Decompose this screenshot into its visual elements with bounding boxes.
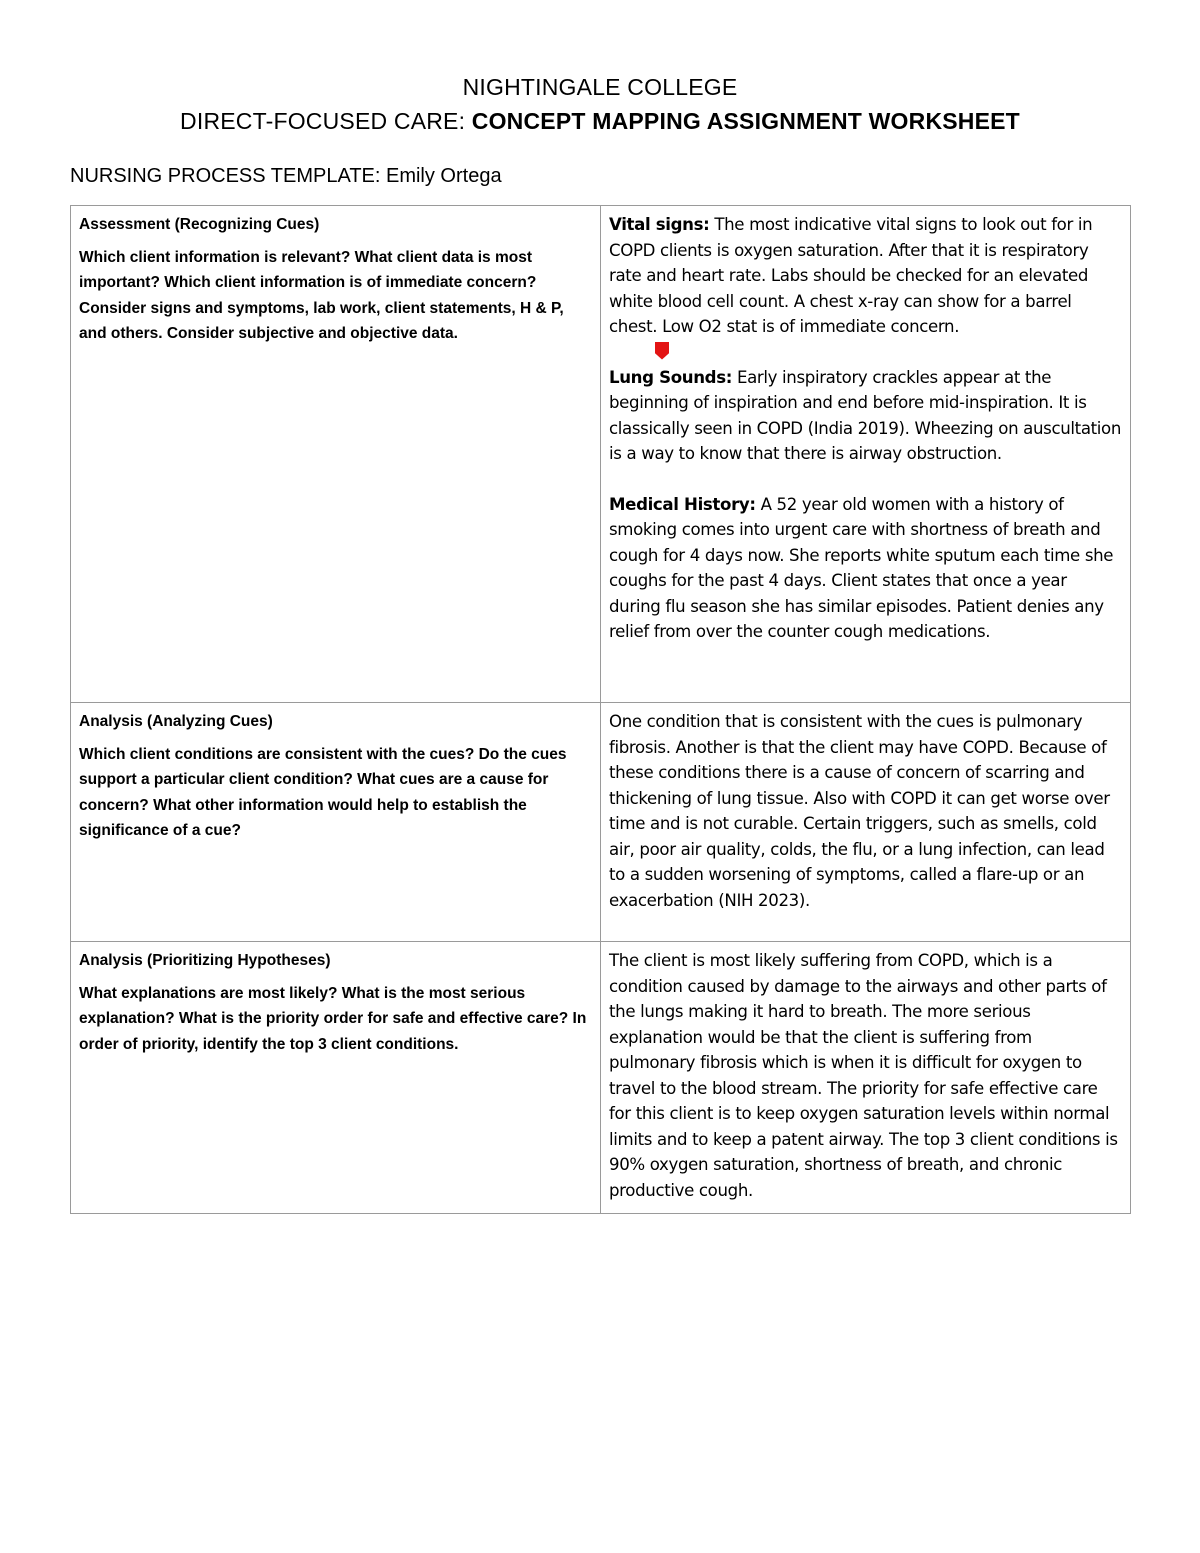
- worksheet-title-bold: CONCEPT MAPPING ASSIGNMENT WORKSHEET: [471, 108, 1020, 134]
- prioritizing-hypotheses-prompt-cell: [71, 942, 601, 1214]
- lung-sounds-text: Early inspiratory crackles appear at the beginning of inspiration and end before mid-inspiration. It is classically seen in COPD (India 2019). Wheezing on auscultation is a way to know that there is airway obstruction.: [609, 367, 1122, 463]
- worksheet-title: [0, 104, 1200, 138]
- table-row-analyzing-cues: [71, 703, 1131, 942]
- table-row-assessment: [71, 206, 1131, 703]
- prioritizing-hypotheses-response-cell: [601, 942, 1131, 1214]
- analyzing-cues-response: One condition that is consistent with the cues is pulmonary fibrosis. Another is that the client may have COPD. Because of these conditions there is a cause of concern of scarring and thickening of lung tissue. Also with COPD it can get worse over time and is not curable. Certain triggers, such as smells, cold air, poor air quality, colds, the flu, or a lung infection, can lead to a sudden worsening of symptoms, called a flare-up or an exacerbation (NIH 2023).: [609, 712, 1110, 910]
- vital-signs-label: Vital signs:: [609, 215, 710, 234]
- assessment-response-cell: [601, 206, 1131, 703]
- document-header: [0, 70, 1200, 138]
- medical-history-text: A 52 year old women with a history of smoking comes into urgent care with shortness of breath and cough for 4 days now. She reports white sputum each time she coughs for the past 4 days. Client states that once a year during flu season she has similar episodes. Patient denies any relief from over the counter cough medications.: [609, 494, 1114, 641]
- analyzing-cues-prompt-cell: [71, 703, 601, 942]
- vital-signs-text: The most indicative vital signs to look out for in COPD clients is oxygen saturation. After that it is respiratory rate and heart rate. Labs should be checked for an elevated white blood cell count. A chest x-ray can show for a barrel chest. Low O2 stat is of immediate concern.: [609, 215, 1093, 336]
- lung-sounds-label: Lung Sounds:: [609, 367, 733, 387]
- vital-signs-paragraph: [609, 212, 1122, 340]
- medical-history-label: Medical History:: [609, 494, 756, 514]
- nursing-process-table: [70, 205, 1131, 1214]
- table-row-prioritizing-hypotheses: [71, 942, 1131, 1214]
- college-name: NIGHTINGALE COLLEGE: [462, 74, 738, 100]
- medical-history-paragraph: [609, 492, 1122, 645]
- template-student-line: NURSING PROCESS TEMPLATE: Emily Ortega: [70, 165, 502, 187]
- prioritizing-hypotheses-title: Analysis (Prioritizing Hypotheses): [79, 952, 331, 969]
- red-marker-icon: [609, 340, 1122, 365]
- analyzing-cues-title: Analysis (Analyzing Cues): [79, 713, 273, 730]
- prioritizing-hypotheses-response: The client is most likely suffering from COPD, which is a condition caused by damage to the airways and other parts of the lungs making it hard to breath. The more serious explanation would be that the client is suffering from pulmonary fibrosis which is when it is difficult for oxygen to travel to the blood stream. The priority for safe effective care for this client is to keep oxygen saturation levels within normal limits and to keep a patent airway. The top 3 client conditions is 90% oxygen saturation, shortness of breath, and chronic productive cough.: [609, 951, 1118, 1200]
- prioritizing-hypotheses-prompt: What explanations are most likely? What is the most serious explanation? What is the priority order for safe and effective care? In order of priority, identify the top 3 client conditions.: [79, 984, 587, 1053]
- worksheet-title-prefix: DIRECT-FOCUSED CARE:: [180, 108, 472, 134]
- lung-sounds-paragraph: [609, 365, 1122, 467]
- assessment-prompt: Which client information is relevant? What client data is most important? Which client information is of immediate concern? Consider signs and symptoms, lab work, client statements, H & P, and others. Consider subjective and objective data.: [79, 248, 564, 342]
- analyzing-cues-response-cell: [601, 703, 1131, 942]
- assessment-prompt-cell: [71, 206, 601, 703]
- assessment-title: Assessment (Recognizing Cues): [79, 216, 320, 233]
- paragraph-spacer: [609, 467, 1122, 492]
- analyzing-cues-prompt: Which client conditions are consistent with the cues? Do the cues support a particular client condition? What cues are a cause for concern? What other information would help to establish the significance of a cue?: [79, 745, 567, 839]
